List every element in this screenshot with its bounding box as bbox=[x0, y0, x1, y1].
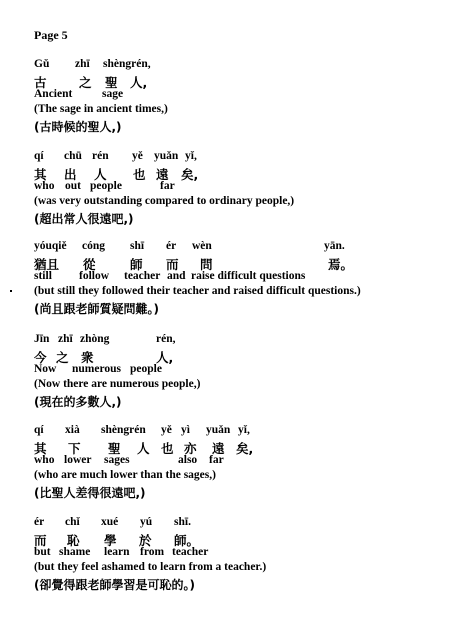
english-gloss-line bbox=[34, 180, 444, 195]
chinese-translation: (現在的多數人,) bbox=[34, 395, 122, 409]
hanzi-word: 而 bbox=[34, 533, 47, 548]
pinyin-word: qí bbox=[34, 150, 44, 162]
hanzi-line bbox=[34, 73, 444, 88]
stanza bbox=[34, 333, 444, 408]
pinyin-word: ér bbox=[34, 516, 45, 528]
english-word: follow bbox=[79, 270, 110, 282]
hanzi-word: 衆 bbox=[81, 350, 94, 365]
hanzi-word: 人 bbox=[94, 167, 107, 182]
hanzi-word: 人 bbox=[137, 441, 150, 456]
scan-speck bbox=[10, 290, 12, 292]
chinese-translation: (比聖人差得很遠吧,) bbox=[34, 486, 146, 500]
chinese-translation-line bbox=[34, 210, 444, 225]
english-word: out bbox=[65, 180, 81, 192]
pinyin-word: yān. bbox=[324, 240, 345, 252]
chinese-translation-line bbox=[34, 484, 444, 499]
english-word: people bbox=[90, 180, 122, 192]
english-word: numerous bbox=[72, 363, 121, 375]
english-word: Ancient bbox=[34, 88, 73, 100]
english-word: who bbox=[34, 180, 55, 192]
pinyin-word: shī bbox=[130, 240, 145, 252]
english-word: sage bbox=[102, 88, 124, 100]
english-word: Now bbox=[34, 363, 57, 375]
english-gloss-line bbox=[34, 363, 444, 378]
pinyin-word: qí bbox=[34, 424, 44, 436]
pinyin-word: yì bbox=[181, 424, 190, 436]
translation-line bbox=[34, 103, 444, 118]
pinyin-word: chū bbox=[64, 150, 82, 162]
chinese-translation: (卻覺得跟老師學習是可恥的。) bbox=[34, 578, 195, 592]
english-translation: (who are much lower than the sages,) bbox=[34, 469, 216, 481]
english-translation: (The sage in ancient times,) bbox=[34, 103, 168, 115]
pinyin-word: zhī bbox=[75, 58, 90, 70]
pinyin-word: yuǎn bbox=[154, 150, 179, 162]
translation-line bbox=[34, 378, 444, 393]
pinyin-word: xià bbox=[65, 424, 80, 436]
hanzi-word: 聖 bbox=[105, 75, 118, 90]
chinese-translation-line bbox=[34, 393, 444, 408]
english-word: far bbox=[160, 180, 175, 192]
chinese-translation-line bbox=[34, 118, 444, 133]
english-word: and bbox=[167, 270, 186, 282]
hanzi-word: 問 bbox=[200, 257, 213, 272]
english-word: also bbox=[178, 454, 198, 466]
english-word: still bbox=[34, 270, 52, 282]
hanzi-word: 其 bbox=[34, 167, 47, 182]
hanzi-word: 也 bbox=[161, 441, 174, 456]
hanzi-word: 也 bbox=[133, 167, 146, 182]
pinyin-word: Jīn bbox=[34, 333, 50, 345]
english-translation: (Now there are numerous people,) bbox=[34, 378, 201, 390]
hanzi-word: 猶且 bbox=[34, 257, 60, 272]
pinyin-word: yě bbox=[161, 424, 172, 436]
pinyin-word: zhī bbox=[58, 333, 73, 345]
pinyin-word: rén bbox=[92, 150, 109, 162]
english-word: who bbox=[34, 454, 55, 466]
english-word: shame bbox=[59, 546, 91, 558]
hanzi-word: 矣, bbox=[236, 441, 254, 456]
pinyin-word: Gǔ bbox=[34, 58, 50, 70]
translation-line bbox=[34, 285, 444, 300]
hanzi-word: 今 bbox=[34, 350, 47, 365]
chinese-translation: (超出常人很遠吧,) bbox=[34, 212, 134, 226]
pinyin-word: yóuqiě bbox=[34, 240, 67, 252]
stanza bbox=[34, 424, 444, 499]
pinyin-word: shèngrén bbox=[101, 424, 146, 436]
english-word: teacher bbox=[172, 546, 209, 558]
hanzi-word: 矣, bbox=[181, 167, 199, 182]
english-gloss-line bbox=[34, 88, 444, 103]
english-word: lower bbox=[64, 454, 92, 466]
english-word: from bbox=[140, 546, 165, 558]
hanzi-word: 於 bbox=[139, 533, 152, 548]
hanzi-line bbox=[34, 165, 444, 180]
english-gloss-line bbox=[34, 454, 444, 469]
pinyin-word: yú bbox=[140, 516, 153, 528]
hanzi-word: 從 bbox=[83, 257, 96, 272]
english-translation: (was very outstanding compared to ordinary people,) bbox=[34, 195, 295, 207]
english-word: people bbox=[130, 363, 162, 375]
english-word: sages bbox=[104, 454, 130, 466]
hanzi-word: 之 bbox=[56, 350, 69, 365]
english-gloss-line bbox=[34, 546, 444, 561]
pinyin-word: cóng bbox=[82, 240, 105, 252]
translation-line bbox=[34, 561, 444, 576]
pinyin-word: yuǎn bbox=[206, 424, 231, 436]
english-word: but bbox=[34, 546, 51, 558]
pinyin-line bbox=[34, 150, 444, 165]
stanza bbox=[34, 58, 444, 133]
pinyin-line bbox=[34, 424, 444, 439]
pinyin-word: wèn bbox=[192, 240, 212, 252]
pinyin-word: ér bbox=[166, 240, 177, 252]
pinyin-word: xué bbox=[101, 516, 119, 528]
hanzi-word: 遠 bbox=[212, 441, 225, 456]
english-translation: (but still they followed their teacher and raised difficult questions.) bbox=[34, 285, 361, 297]
hanzi-word: 焉。 bbox=[328, 257, 354, 272]
hanzi-word: 恥 bbox=[67, 533, 80, 548]
pinyin-word: yǐ, bbox=[238, 424, 250, 436]
pinyin-word: rén, bbox=[156, 333, 176, 345]
stanza bbox=[34, 240, 444, 315]
hanzi-word: 人, bbox=[130, 75, 148, 90]
translation-line bbox=[34, 469, 444, 484]
hanzi-word: 人, bbox=[156, 350, 174, 365]
hanzi-word: 其 bbox=[34, 441, 47, 456]
hanzi-line bbox=[34, 348, 444, 363]
english-translation: (but they feel ashamed to learn from a teacher.) bbox=[34, 561, 267, 573]
hanzi-word: 而 bbox=[166, 257, 179, 272]
hanzi-word: 下 bbox=[68, 441, 81, 456]
pinyin-word: yě bbox=[132, 150, 143, 162]
english-gloss-line bbox=[34, 270, 444, 285]
pinyin-word: shī. bbox=[174, 516, 191, 528]
translation-line bbox=[34, 195, 444, 210]
hanzi-line bbox=[34, 255, 444, 270]
hanzi-word: 出 bbox=[64, 167, 77, 182]
hanzi-word: 之 bbox=[79, 75, 92, 90]
pinyin-word: yǐ, bbox=[185, 150, 197, 162]
hanzi-line bbox=[34, 439, 444, 454]
pinyin-word: shèngrén, bbox=[103, 58, 151, 70]
chinese-translation: (尚且跟老師質疑問難。) bbox=[34, 302, 159, 316]
stanza bbox=[34, 150, 444, 225]
hanzi-line bbox=[34, 531, 444, 546]
hanzi-word: 學 bbox=[104, 533, 117, 548]
pinyin-line bbox=[34, 333, 444, 348]
english-word: far bbox=[209, 454, 224, 466]
pinyin-line bbox=[34, 58, 444, 73]
hanzi-word: 古 bbox=[34, 75, 47, 90]
stanza bbox=[34, 516, 444, 591]
pinyin-line bbox=[34, 516, 444, 531]
chinese-translation-line bbox=[34, 576, 444, 591]
hanzi-word: 師。 bbox=[174, 533, 200, 548]
english-word: raise difficult questions bbox=[191, 270, 306, 282]
english-word: learn bbox=[104, 546, 130, 558]
pinyin-word: chǐ bbox=[65, 516, 80, 528]
chinese-translation-line bbox=[34, 300, 444, 315]
chinese-translation: (古時候的聖人,) bbox=[34, 120, 122, 134]
hanzi-word: 遠 bbox=[156, 167, 169, 182]
english-word: teacher bbox=[124, 270, 161, 282]
hanzi-word: 師 bbox=[130, 257, 143, 272]
pinyin-line bbox=[34, 240, 444, 255]
hanzi-word: 亦 bbox=[184, 441, 197, 456]
hanzi-word: 聖 bbox=[108, 441, 121, 456]
page-title: Page 5 bbox=[34, 28, 68, 42]
pinyin-word: zhòng bbox=[80, 333, 110, 345]
